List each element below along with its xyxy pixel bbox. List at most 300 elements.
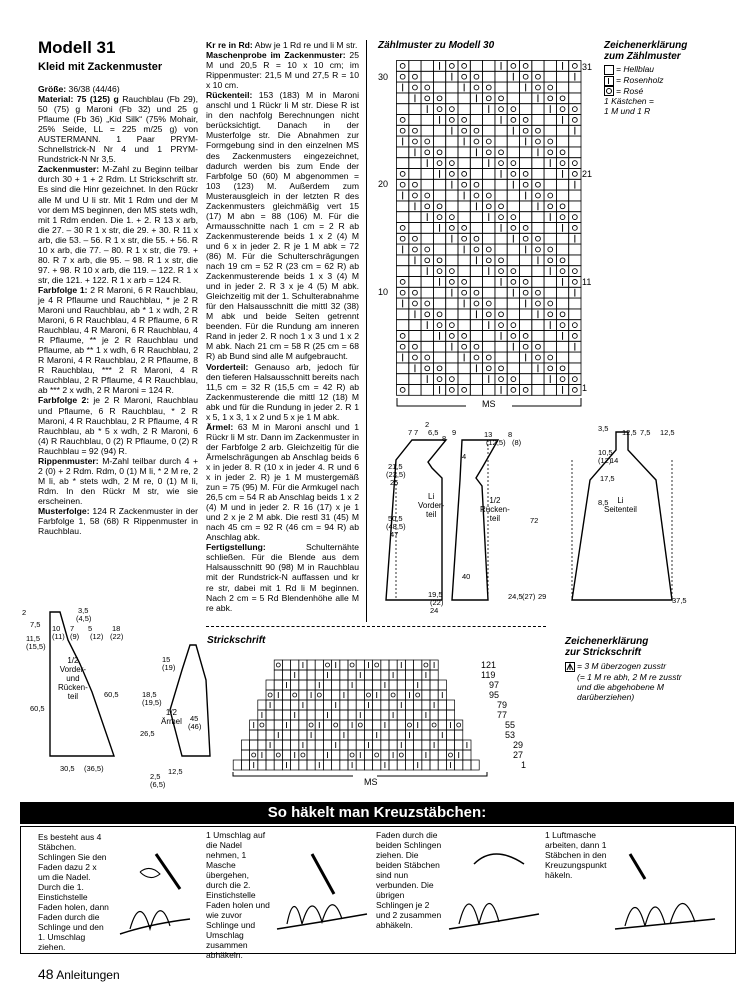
stitch-cell [373, 720, 381, 730]
stitch-cell [258, 720, 266, 730]
stitch-cell [323, 690, 331, 700]
count-cell [421, 61, 433, 72]
count-cell [507, 352, 519, 363]
strickschrift-title: Strickschrift [207, 635, 266, 646]
stitch-cell [373, 750, 381, 760]
count-cell [409, 320, 421, 331]
count-cell [433, 147, 445, 158]
count-cell [421, 115, 433, 126]
count-cell [556, 104, 568, 115]
count-cell [433, 158, 445, 169]
count-cell [520, 201, 532, 212]
rose-stitch-mark [523, 64, 528, 69]
stitch-cell [381, 710, 389, 720]
count-cell [458, 212, 470, 223]
rose-stitch-mark [413, 139, 418, 144]
stitch-cell [422, 730, 430, 740]
rose-stitch-mark [449, 334, 454, 339]
count-cell [532, 320, 544, 331]
count-cell [458, 125, 470, 136]
crochet-banner: So häkelt man Kreuzstäbchen: [20, 802, 734, 824]
count-cell [507, 93, 519, 104]
stitch-cell [438, 740, 446, 750]
count-cell [544, 223, 556, 234]
stitch-cell [422, 720, 430, 730]
rose-stitch-mark [437, 323, 442, 328]
count-cell [458, 233, 470, 244]
stitch-cell [356, 690, 364, 700]
count-cell [446, 104, 458, 115]
yarn-over-mark [317, 693, 321, 697]
measurement-label: 12,5 [660, 428, 675, 437]
instructions-column-1 [38, 84, 198, 536]
count-cell [397, 169, 409, 180]
rose-stitch-mark [548, 150, 553, 155]
count-cell [470, 320, 482, 331]
count-cell [483, 201, 495, 212]
count-cell [470, 82, 482, 93]
col1-paragraph: Farbfolge 1: 2 R Maroni, 6 R Rauchblau, je 4 R Pflaume und Rauchblau, * je 2 R Maroni und Rauchblau, ab * 1 x wdh, 2 R Maroni, 6 R Rauchblau, 4 R Pflaume, 6 R Rauchblau, 4 R Maroni, 6 R Rauchblau, 4 R Pflaume, ** je 2 R Rauchblau und Pflaume, ab ** 1 x wdh, 6 R Rauchblau, 2 R Maroni, 4 R Rauchblau, 2 R Pflaume, 8 R Rauchblau, *** 2 R Maroni, 4 R Rauchblau, 2 R Pflaume, 4 R Rauchblau, ab *** 2 x wdh, 2 R Maroni = 124 R. [38, 284, 198, 396]
rose-stitch-mark [572, 118, 577, 123]
count-cell [495, 179, 507, 190]
count-cell [495, 71, 507, 82]
count-cell [446, 82, 458, 93]
count-cell [507, 244, 519, 255]
rose-stitch-mark [462, 118, 467, 123]
count-cell [532, 233, 544, 244]
count-cell [409, 136, 421, 147]
measurement-label: 8,5 [598, 498, 609, 507]
stitch-cell [332, 730, 340, 740]
count-cell [458, 61, 470, 72]
count-cell [458, 93, 470, 104]
stitch-cell [373, 740, 381, 750]
count-cell [507, 212, 519, 223]
count-cell [421, 277, 433, 288]
rose-stitch-mark [511, 377, 516, 382]
stitch-cell [389, 720, 397, 730]
count-cell [544, 179, 556, 190]
rose-stitch-mark [474, 128, 479, 133]
count-cell [421, 71, 433, 82]
count-cell [458, 71, 470, 82]
count-cell [446, 147, 458, 158]
count-cell [470, 71, 482, 82]
rose-stitch-mark [449, 118, 454, 123]
count-cell [458, 287, 470, 298]
count-cell [556, 374, 568, 385]
stitch-cell [291, 690, 299, 700]
count-cell [507, 363, 519, 374]
stitch-cell [463, 750, 471, 760]
stitch-cell [266, 690, 274, 700]
rose-stitch-mark [437, 161, 442, 166]
count-cell [483, 169, 495, 180]
count-cell [544, 125, 556, 136]
count-cell [532, 136, 544, 147]
count-cell [446, 93, 458, 104]
count-cell [569, 309, 581, 320]
legend2-line-3: und die abgehobene M [577, 681, 664, 692]
count-cell [446, 136, 458, 147]
measurement-label: 24,5 [508, 592, 523, 601]
count-cell [495, 320, 507, 331]
rose-stitch-mark [548, 301, 553, 306]
count-cell [569, 136, 581, 147]
rose-stitch-mark [474, 355, 479, 360]
count-cell [470, 352, 482, 363]
count-cell [495, 266, 507, 277]
stitch-cell [291, 660, 299, 670]
count-cell [446, 212, 458, 223]
stitch-cell [299, 720, 307, 730]
stitch-cell [438, 750, 446, 760]
section-name: Anleitungen [56, 968, 120, 982]
stitch-cell [282, 670, 290, 680]
measurement-label: 7 [408, 428, 413, 437]
count-cell [483, 363, 495, 374]
stitch-cell [389, 680, 397, 690]
count-cell [470, 190, 482, 201]
count-cell [446, 331, 458, 342]
count-cell [409, 385, 421, 396]
rose-stitch-mark [499, 96, 504, 101]
count-cell [556, 158, 568, 169]
count-cell [409, 82, 421, 93]
legend-strickschrift [565, 636, 735, 702]
rose-stitch-mark [572, 377, 577, 382]
count-label-right-21: 21 [582, 169, 593, 179]
rose-stitch-mark [511, 215, 516, 220]
stitch-cell [307, 740, 315, 750]
count-cell [532, 298, 544, 309]
stitch-cell [274, 700, 282, 710]
count-cell [421, 363, 433, 374]
schematic-side-label: Li Seitenteil [604, 496, 637, 514]
rose-stitch-mark [400, 74, 405, 79]
rose-stitch-mark [536, 236, 541, 241]
rose-stitch-mark [523, 388, 528, 393]
stitch-cell [430, 720, 438, 730]
rose-stitch-mark [400, 64, 405, 69]
rose-stitch-mark [523, 226, 528, 231]
stitch-cell [282, 690, 290, 700]
count-cell [483, 179, 495, 190]
legend-count-chart [604, 40, 734, 116]
strickschrift-row-label: 27 [513, 750, 524, 760]
rose-stitch-mark [523, 280, 528, 285]
rose-stitch-mark [425, 139, 430, 144]
rose-stitch-mark [548, 366, 553, 371]
count-cell [483, 115, 495, 126]
yarn-over-mark [293, 693, 297, 697]
yarn-over-mark [334, 723, 338, 727]
measurement-label: 8 [508, 430, 513, 439]
stitch-cell [282, 740, 290, 750]
measurement-label: 7 [414, 428, 419, 437]
count-cell [483, 277, 495, 288]
rose-stitch-mark [511, 161, 516, 166]
stitch-cell [422, 690, 430, 700]
rose-stitch-mark [413, 128, 418, 133]
count-chart-ms: MS [482, 399, 496, 409]
measurement-label: (46) [188, 722, 202, 731]
count-cell [397, 331, 409, 342]
stitch-cell [414, 750, 422, 760]
stitch-cell [348, 740, 356, 750]
rose-stitch-mark [413, 247, 418, 252]
legend1-item-hellblau: = Hellblau [604, 64, 734, 75]
measurement-label: 37,5 [672, 596, 687, 605]
yarn-over-mark [375, 663, 379, 667]
rose-stitch-mark [400, 128, 405, 133]
count-cell [397, 115, 409, 126]
schematic-back-label: 1/2 Rücken- teil [480, 496, 510, 523]
count-cell [495, 298, 507, 309]
count-cell [421, 190, 433, 201]
rose-stitch-mark [474, 139, 479, 144]
count-cell [397, 201, 409, 212]
count-label-right-1: 1 [582, 383, 588, 393]
stitch-cell [414, 690, 422, 700]
count-cell [520, 212, 532, 223]
stitch-cell [389, 730, 397, 740]
count-cell [397, 125, 409, 136]
count-cell [532, 266, 544, 277]
stitch-cell [348, 730, 356, 740]
count-cell [458, 255, 470, 266]
strickschrift-row-label: 55 [505, 720, 516, 730]
stitch-cell [364, 720, 372, 730]
rose-stitch-mark [462, 280, 467, 285]
count-cell [470, 136, 482, 147]
rose-stitch-mark [486, 139, 491, 144]
measurement-label: 12,5 [168, 767, 183, 776]
rose-stitch-mark [499, 150, 504, 155]
rose-stitch-mark [425, 301, 430, 306]
count-cell [544, 136, 556, 147]
legend1-note-2: 1 M und 1 R [604, 106, 651, 117]
rose-stitch-mark [474, 236, 479, 241]
measurement-label: 15 [162, 655, 171, 664]
stitch-cell [397, 720, 405, 730]
stitch-cell [405, 700, 413, 710]
stitch-cell [258, 760, 266, 770]
count-cell [433, 71, 445, 82]
stitch-cell [397, 760, 405, 770]
stitch-cell [430, 760, 438, 770]
stitch-cell [315, 740, 323, 750]
measurement-label: 72 [530, 516, 539, 525]
stitch-cell [430, 730, 438, 740]
count-cell [495, 158, 507, 169]
stitch-cell [356, 720, 364, 730]
count-cell [569, 374, 581, 385]
stitch-cell [356, 680, 364, 690]
rose-stitch-mark [400, 388, 405, 393]
rose-stitch-mark [572, 172, 577, 177]
stitch-cell [315, 750, 323, 760]
count-cell [409, 125, 421, 136]
stitch-cell [389, 690, 397, 700]
strickschrift-ms: MS [364, 777, 378, 787]
stitch-cell [250, 740, 258, 750]
rose-stitch-mark [560, 366, 565, 371]
count-cell [532, 104, 544, 115]
strickschrift-row-label: 95 [489, 690, 500, 700]
count-cell [520, 71, 532, 82]
count-cell [446, 277, 458, 288]
measurement-label: (27) [522, 592, 536, 601]
measurement-label: (8) [512, 438, 522, 447]
count-cell [397, 147, 409, 158]
rose-stitch-mark [486, 366, 491, 371]
count-cell [409, 298, 421, 309]
stitch-cell [315, 730, 323, 740]
stitch-cell [299, 690, 307, 700]
rose-stitch-mark [449, 377, 454, 382]
count-cell [470, 298, 482, 309]
count-cell [495, 363, 507, 374]
rose-stitch-mark [462, 64, 467, 69]
count-cell [446, 385, 458, 396]
rose-stitch-mark [474, 182, 479, 187]
stitch-cell [274, 720, 282, 730]
count-cell [507, 309, 519, 320]
rose-stitch-mark [548, 355, 553, 360]
stitch-cell [315, 700, 323, 710]
rose-stitch-mark [560, 215, 565, 220]
count-cell [544, 169, 556, 180]
stitch-cell [381, 700, 389, 710]
count-label-left-30: 30 [378, 72, 389, 82]
stitch-cell [348, 710, 356, 720]
rose-stitch-mark [572, 215, 577, 220]
stitch-cell [381, 690, 389, 700]
count-cell [532, 277, 544, 288]
count-cell [532, 385, 544, 396]
count-cell [470, 158, 482, 169]
count-cell [470, 287, 482, 298]
count-cell [421, 309, 433, 320]
count-cell [569, 331, 581, 342]
rose-stitch-mark [560, 107, 565, 112]
stitch-cell [332, 750, 340, 760]
count-cell [569, 277, 581, 288]
stitch-cell [332, 760, 340, 770]
count-cell [532, 212, 544, 223]
col1-paragraph: Größe: 36/38 (44/46) [38, 84, 120, 94]
rose-stitch-mark [499, 107, 504, 112]
rose-stitch-mark [462, 128, 467, 133]
measurement-label: 14 [610, 456, 619, 465]
count-cell [569, 352, 581, 363]
count-cell [446, 244, 458, 255]
stitch-cell [463, 760, 471, 770]
count-cell [569, 266, 581, 277]
yarn-over-mark [350, 663, 354, 667]
stitch-cell [364, 760, 372, 770]
stitch-cell [340, 660, 348, 670]
rose-stitch-mark [413, 236, 418, 241]
count-cell [470, 374, 482, 385]
count-cell [446, 266, 458, 277]
stitch-cell [422, 740, 430, 750]
count-cell [532, 115, 544, 126]
count-cell [495, 201, 507, 212]
legend2-line-4: darüberziehen) [577, 691, 635, 702]
count-cell [470, 277, 482, 288]
stitch-cell [446, 740, 454, 750]
count-cell [544, 309, 556, 320]
count-cell [569, 169, 581, 180]
rose-stitch-mark [400, 118, 405, 123]
crochet-step-3-text: Faden durch die beiden Schlingen ziehen. Die beiden Stäbchen sind nun verbunden. Die übrigen Schlingen je 2 und 2 zusammen abhäkeln. [376, 830, 442, 930]
stitch-cell [274, 750, 282, 760]
rose-stitch-mark [425, 204, 430, 209]
stitch-cell [307, 760, 315, 770]
rose-stitch-mark [511, 280, 516, 285]
col2-paragraph: Rückenteil: 153 (183) M in Maroni anschl und 1 Rückr li M str. Diese R ist in den nachfolg Berechnungen nicht berücksichtigt. Danach in der Musterfolge str. Die Abnahmen zur Formgebung sind in den einzelnen MS des Zackenmusters eingezeichnet, dadurch werden bis zum Ende der Farbfolge 50 (60) M abgenommen = 103 (123) M. Außerdem zum Musterausgleich in der letzten R des Zackenmusters gleichmäßig vert 15 (17) M abn = 88 (106) M. Für die Armausschnitte nach 1 cm = 2 R ab Zackenmusterende beids 1 x 2 (4) M und 6 x in jeder 2. R je 1 M abk = 72 (86) M. Für die Schulterschrägungen nach 19 cm = 52 R (23 cm = 62 R) ab Zackenmusterende beids 1 x 3 (4) M und in jeder 2. R 3 x je 4 (5) M abk. Gleichzeitig mit der 1. Schulterabnahme für den Halsausschnitt die mittl 32 (38) M abk und beide Seiten getrennt beenden. Für die Rundung am inneren Rand in jeder 2. R noch 1 x 3 und 1 x 2 M abk. Nach 21 cm = 58 R (25 cm = 68 R) ab Bund sind alle M aufgebraucht. [206, 90, 359, 362]
measurement-label: (11) [52, 632, 65, 641]
schematic-top [366, 420, 736, 620]
legend2-title-2: zur Strickschrift [565, 647, 642, 658]
stitch-cell [356, 740, 364, 750]
count-cell [397, 104, 409, 115]
count-cell [446, 158, 458, 169]
rose-stitch-mark [425, 193, 430, 198]
rose-stitch-mark [499, 366, 504, 371]
rose-stitch-mark [511, 226, 516, 231]
legend1-note-1: 1 Kästchen = [604, 96, 654, 107]
count-cell [569, 223, 581, 234]
rose-stitch-mark [449, 215, 454, 220]
rose-stitch-mark [536, 247, 541, 252]
count-cell [470, 179, 482, 190]
count-cell [397, 71, 409, 82]
rose-stitch-mark [449, 226, 454, 231]
count-cell [470, 61, 482, 72]
stitch-cell [266, 720, 274, 730]
count-cell [397, 233, 409, 244]
count-cell [470, 385, 482, 396]
count-cell [433, 179, 445, 190]
count-cell [433, 190, 445, 201]
count-cell [532, 331, 544, 342]
count-cell [409, 277, 421, 288]
count-cell [556, 363, 568, 374]
stitch-cell [414, 740, 422, 750]
count-cell [458, 169, 470, 180]
count-cell [421, 341, 433, 352]
ms-bracket [233, 772, 487, 776]
rose-stitch-mark [511, 334, 516, 339]
count-cell [458, 374, 470, 385]
yarn-over-mark [408, 723, 412, 727]
rose-stitch-mark [523, 344, 528, 349]
measurement-label: (6,5) [150, 780, 166, 789]
count-cell [409, 115, 421, 126]
stitch-cell [364, 680, 372, 690]
measurement-label: 40 [462, 572, 471, 581]
count-cell [532, 71, 544, 82]
stitch-cell [356, 730, 364, 740]
count-cell [569, 104, 581, 115]
count-cell [409, 352, 421, 363]
count-cell [556, 341, 568, 352]
count-cell [544, 82, 556, 93]
col2-paragraph: Ärmel: 63 M in Maroni anschl und 1 Rückr li M str. Dann im Zackenmuster in der Farbfolge 2 arb. Gleichzeitig für die Ärmelschrägungen ab Anschlag beids 6 x in jeder 8. R (10 x in jeder 4. R und 6 x in jeder 2. R) je 1 M mustergemäß zun = 75 (95) M. Für die Armkugel nach 26,5 cm = 54 R ab Anschlag beids 1 x 2 (4) M und in jeder 2. R 16 (17) x je 1 und 2 x je 2 M abk. Die restl 31 (45) M nach 45 cm = 92 R (46 cm = 94 R) ab Anschlag abk. [206, 421, 359, 543]
